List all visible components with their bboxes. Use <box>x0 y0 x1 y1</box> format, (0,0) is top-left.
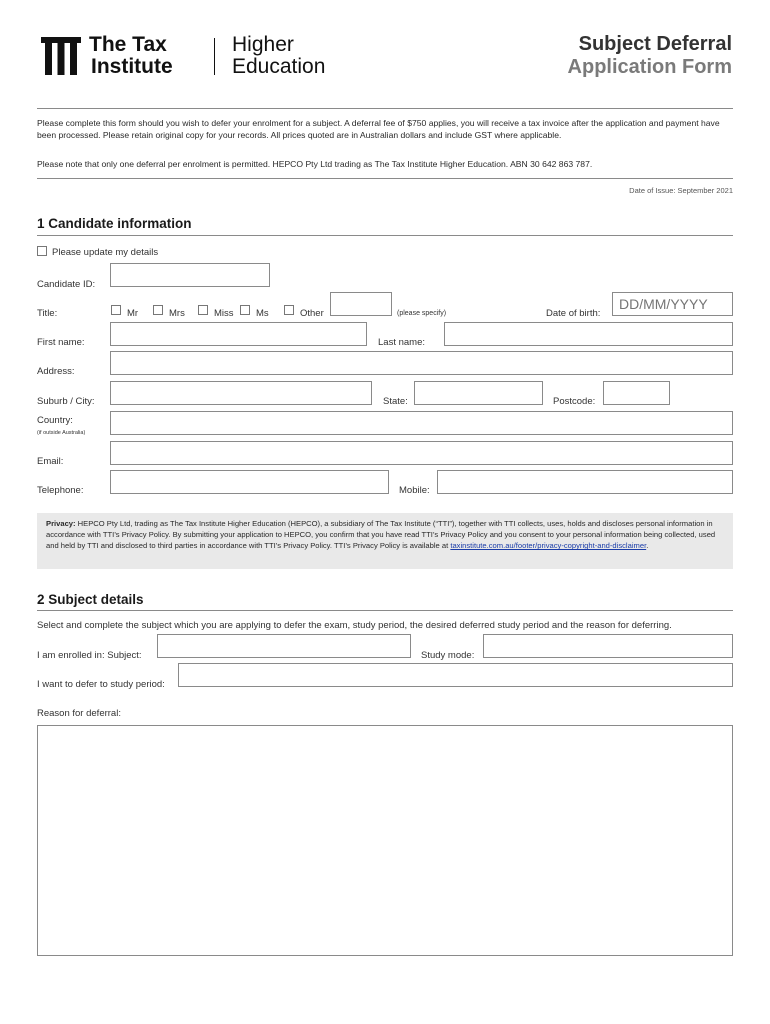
form-title: Subject Deferral <box>578 33 732 55</box>
divider <box>37 178 733 179</box>
privacy-policy-link[interactable]: taxinstitute.com.au/footer/privacy-copyright-and-disclaimer <box>450 541 647 551</box>
privacy-body: HEPCO Pty Ltd, trading as The Tax Institute Higher Education (HEPCO), a subsidiary of The Tax Institute (“TTI”), together with TTI collects, uses, holds and discloses personal information in accordance with TTI’s Privacy Policy. By submitting your application to HEPCO, you confirm that you have read TTI’s Privacy Policy and you consent to your personal information being collected, used and held by TTI and disclosed to third parties in accordance with TTI’s Privacy Policy. TTI’s Privacy Policy is available at <box>46 519 716 551</box>
intro-note: Please note that only one deferral per enrolment is permitted. HEPCO Pty Ltd trading as The Tax Institute Higher Education. ABN 30 642 863 787. <box>37 159 593 169</box>
telephone-input[interactable] <box>110 470 389 494</box>
postcode-label: Postcode: <box>553 396 596 407</box>
suburb-label: Suburb / City: <box>37 396 95 407</box>
dob-input[interactable] <box>612 292 733 316</box>
mobile-input[interactable] <box>437 470 733 494</box>
logo-text-education: Education <box>232 55 326 78</box>
divider <box>37 108 733 109</box>
address-label: Address: <box>37 366 75 377</box>
study-mode-input[interactable] <box>483 634 733 658</box>
logo-text-institute: Institute <box>91 55 173 78</box>
last-name-label: Last name: <box>378 337 425 348</box>
logo-text-tax: The Tax <box>89 33 167 56</box>
title-other-checkbox[interactable] <box>284 305 294 315</box>
title-miss-checkbox[interactable] <box>198 305 208 315</box>
title-ms-label: Ms <box>256 308 269 319</box>
privacy-text <box>46 518 726 552</box>
update-details-checkbox[interactable] <box>37 246 47 256</box>
form-subtitle: Application Form <box>567 56 732 78</box>
privacy-end: . <box>646 541 649 551</box>
title-mr-checkbox[interactable] <box>111 305 121 315</box>
reason-label: Reason for deferral: <box>37 708 121 719</box>
update-details-label: Please update my details <box>52 247 159 258</box>
title-ms-checkbox[interactable] <box>240 305 250 315</box>
tax-institute-logo-icon <box>41 37 81 75</box>
subject-input[interactable] <box>157 634 411 658</box>
section-2-title: 2 Subject details <box>37 592 144 607</box>
title-label: Title: <box>37 308 58 319</box>
section-2-rule <box>37 610 733 611</box>
title-other-input[interactable] <box>330 292 392 316</box>
date-of-issue: Date of Issue: September 2021 <box>629 186 733 195</box>
enrolled-subject-label: I am enrolled in: Subject: <box>37 650 142 661</box>
reason-textarea[interactable] <box>37 725 733 956</box>
postcode-input[interactable] <box>603 381 670 405</box>
dob-label: Date of birth: <box>546 308 601 319</box>
first-name-input[interactable] <box>110 322 367 346</box>
suburb-input[interactable] <box>110 381 372 405</box>
title-mrs-label: Mrs <box>169 308 185 319</box>
logo-divider <box>214 38 215 75</box>
last-name-input[interactable] <box>444 322 733 346</box>
section-1-rule <box>37 235 733 236</box>
subject-instructions: Select and complete the subject which you are applying to defer the exam, study period, the desired deferred study period and the reason for deferring. <box>37 620 672 631</box>
study-mode-label: Study mode: <box>421 650 475 661</box>
email-label: Email: <box>37 456 64 467</box>
state-input[interactable] <box>414 381 543 405</box>
title-mr-label: Mr <box>127 308 139 319</box>
defer-period-input[interactable] <box>178 663 733 687</box>
address-input[interactable] <box>110 351 733 375</box>
candidate-id-label: Candidate ID: <box>37 279 96 290</box>
candidate-id-input[interactable] <box>110 263 270 287</box>
privacy-heading: Privacy: <box>46 519 76 528</box>
logo-text-higher: Higher <box>232 33 294 56</box>
mobile-label: Mobile: <box>399 485 430 496</box>
intro-paragraph: Please complete this form should you wish to defer your enrolment for a subject. A deferral fee of $750 applies, you will receive a tax invoice after the application and payment have been processed. Please retain original copy for your records. All prices quoted are in Australian dollars and include GST where applicable. <box>37 118 720 140</box>
country-note: (if outside Australia) <box>37 430 86 436</box>
state-label: State: <box>383 396 408 407</box>
country-input[interactable] <box>110 411 733 435</box>
title-mrs-checkbox[interactable] <box>153 305 163 315</box>
title-other-label: Other <box>300 308 324 319</box>
please-specify-note: (please specify) <box>397 310 447 317</box>
telephone-label: Telephone: <box>37 485 84 496</box>
email-input[interactable] <box>110 441 733 465</box>
title-miss-label: Miss <box>214 308 234 319</box>
first-name-label: First name: <box>37 337 85 348</box>
country-label: Country: <box>37 415 73 426</box>
defer-period-label: I want to defer to study period: <box>37 679 165 690</box>
section-1-title: 1 Candidate information <box>37 216 192 231</box>
